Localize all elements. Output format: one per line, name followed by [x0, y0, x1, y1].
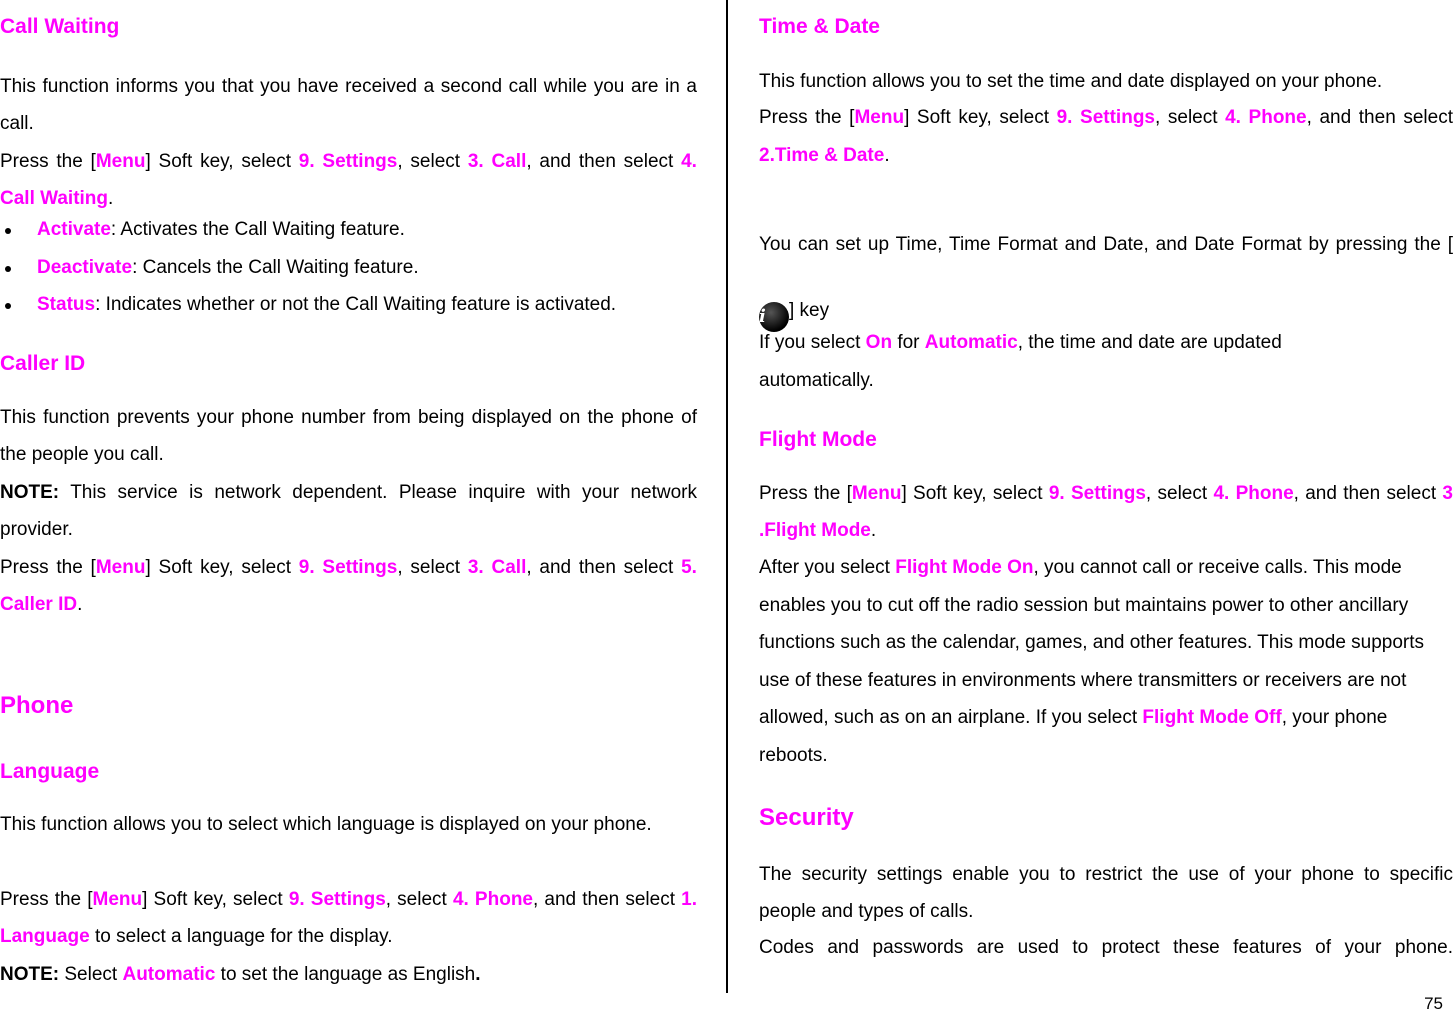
bullet: [5, 228, 11, 234]
security-description: The security settings enable you to restrict the use of your phone to specific people and types of calls.: [759, 864, 1453, 922]
call-item-label: 3. Call: [467, 151, 527, 172]
phone-item-label: 4. Phone: [452, 889, 533, 910]
bullet-term: Deactivate: [37, 257, 133, 278]
settings-item-label: 9. Settings: [1048, 483, 1146, 504]
menu-key-label: Menu: [95, 151, 146, 172]
menu-key-label: Menu: [851, 483, 902, 504]
call-waiting-description: This function informs you that you have received a second call while you are in a call.: [0, 76, 697, 134]
settings-item-label: 9. Settings: [298, 557, 398, 578]
caller-id-description: This function prevents your phone number from being displayed on the phone of the people you call.: [0, 407, 697, 465]
call-waiting-item-label: 4. Call Waiting: [0, 151, 697, 209]
menu-key-label: Menu: [92, 889, 143, 910]
phone-item-label: 4. Phone: [1213, 483, 1294, 504]
language-menu-path: Press the [Menu] Soft key, select 9. Settings, select 4. Phone, and then select 1. Language to select a language for the display.: [0, 889, 697, 947]
language-heading: Language: [0, 760, 100, 783]
note-label: NOTE:: [0, 964, 60, 985]
info-icon: i: [759, 302, 789, 332]
call-waiting-heading: Call Waiting: [0, 15, 120, 38]
caller-id-heading: Caller ID: [0, 352, 86, 375]
automatic-label: Automatic: [924, 332, 1018, 353]
menu-key-label: Menu: [95, 557, 146, 578]
on-label: On: [865, 332, 893, 353]
call-waiting-menu-path: Press the [Menu] Soft key, select 9. Settings, select 3. Call, and then select 4. Call Waiting.: [0, 151, 697, 209]
bullet-term: Status: [37, 294, 96, 315]
note-label: NOTE:: [0, 482, 60, 503]
flight-mode-details: After you select Flight Mode On, you cannot call or receive calls. This mode enables you to cut off the radio session but maintains power to other ancillary functions such as the calendar, games, and other features. This mode supports use of these features in environments where transmitters or receivers are not allowed, such as on an airplane. If you select Flight Mode Off, your phone reboots.: [759, 557, 1425, 766]
bullet-term: Activate: [37, 219, 111, 240]
caller-id-item-label: 5. Caller ID: [0, 557, 697, 615]
time-date-setup-text: You can set up Time, Time Format and Date, and Date Format by pressing the [i ] key: [759, 212, 1453, 344]
language-note: NOTE: Select Automatic to set the language as English.: [0, 964, 481, 985]
flight-mode-menu-path: Press the [Menu] Soft key, select 9. Settings, select 4. Phone, and then select 3 .Flight Mode.: [759, 483, 1453, 541]
phone-heading: Phone: [0, 692, 74, 719]
flight-mode-on-label: Flight Mode On: [895, 557, 1034, 578]
settings-item-label: 9. Settings: [298, 151, 398, 172]
settings-item-label: 9. Settings: [1056, 107, 1155, 128]
security-codes-text: Codes and passwords are used to protect these features of your phone.: [759, 937, 1453, 958]
language-description: This function allows you to select which language is displayed on your phone.: [0, 814, 652, 835]
call-item-label: 3. Call: [467, 557, 527, 578]
time-date-menu-path: Press the [Menu] Soft key, select 9. Settings, select 4. Phone, and then select 2.Time & Date.: [759, 107, 1453, 166]
time-date-description: This function allows you to set the time and date displayed on your phone.: [759, 71, 1383, 92]
flight-mode-off-label: Flight Mode Off: [1142, 707, 1282, 728]
time-date-automatic-text: If you select On for Automatic, the time and date are updated automatically.: [759, 332, 1282, 391]
phone-item-label: 4. Phone: [1225, 107, 1307, 128]
bullet: [5, 266, 11, 272]
flight-mode-item-label: 3 .Flight Mode: [759, 483, 1453, 541]
page-number: 75: [1424, 994, 1443, 1013]
menu-key-label: Menu: [854, 107, 905, 128]
caller-id-menu-path: Press the [Menu] Soft key, select 9. Settings, select 3. Call, and then select 5. Caller ID.: [0, 557, 697, 615]
column-divider: [726, 0, 728, 993]
bullet: [5, 303, 11, 309]
settings-item-label: 9. Settings: [288, 889, 386, 910]
time-date-item-label: 2.Time & Date: [759, 145, 885, 166]
caller-id-note: NOTE: This service is network dependent. Please inquire with your network provider.: [0, 482, 697, 540]
flight-mode-heading: Flight Mode: [759, 428, 877, 451]
time-date-heading: Time & Date: [759, 15, 880, 38]
language-item-label: 1. Language: [0, 889, 697, 947]
security-heading: Security: [759, 804, 854, 831]
automatic-label: Automatic: [122, 964, 216, 985]
